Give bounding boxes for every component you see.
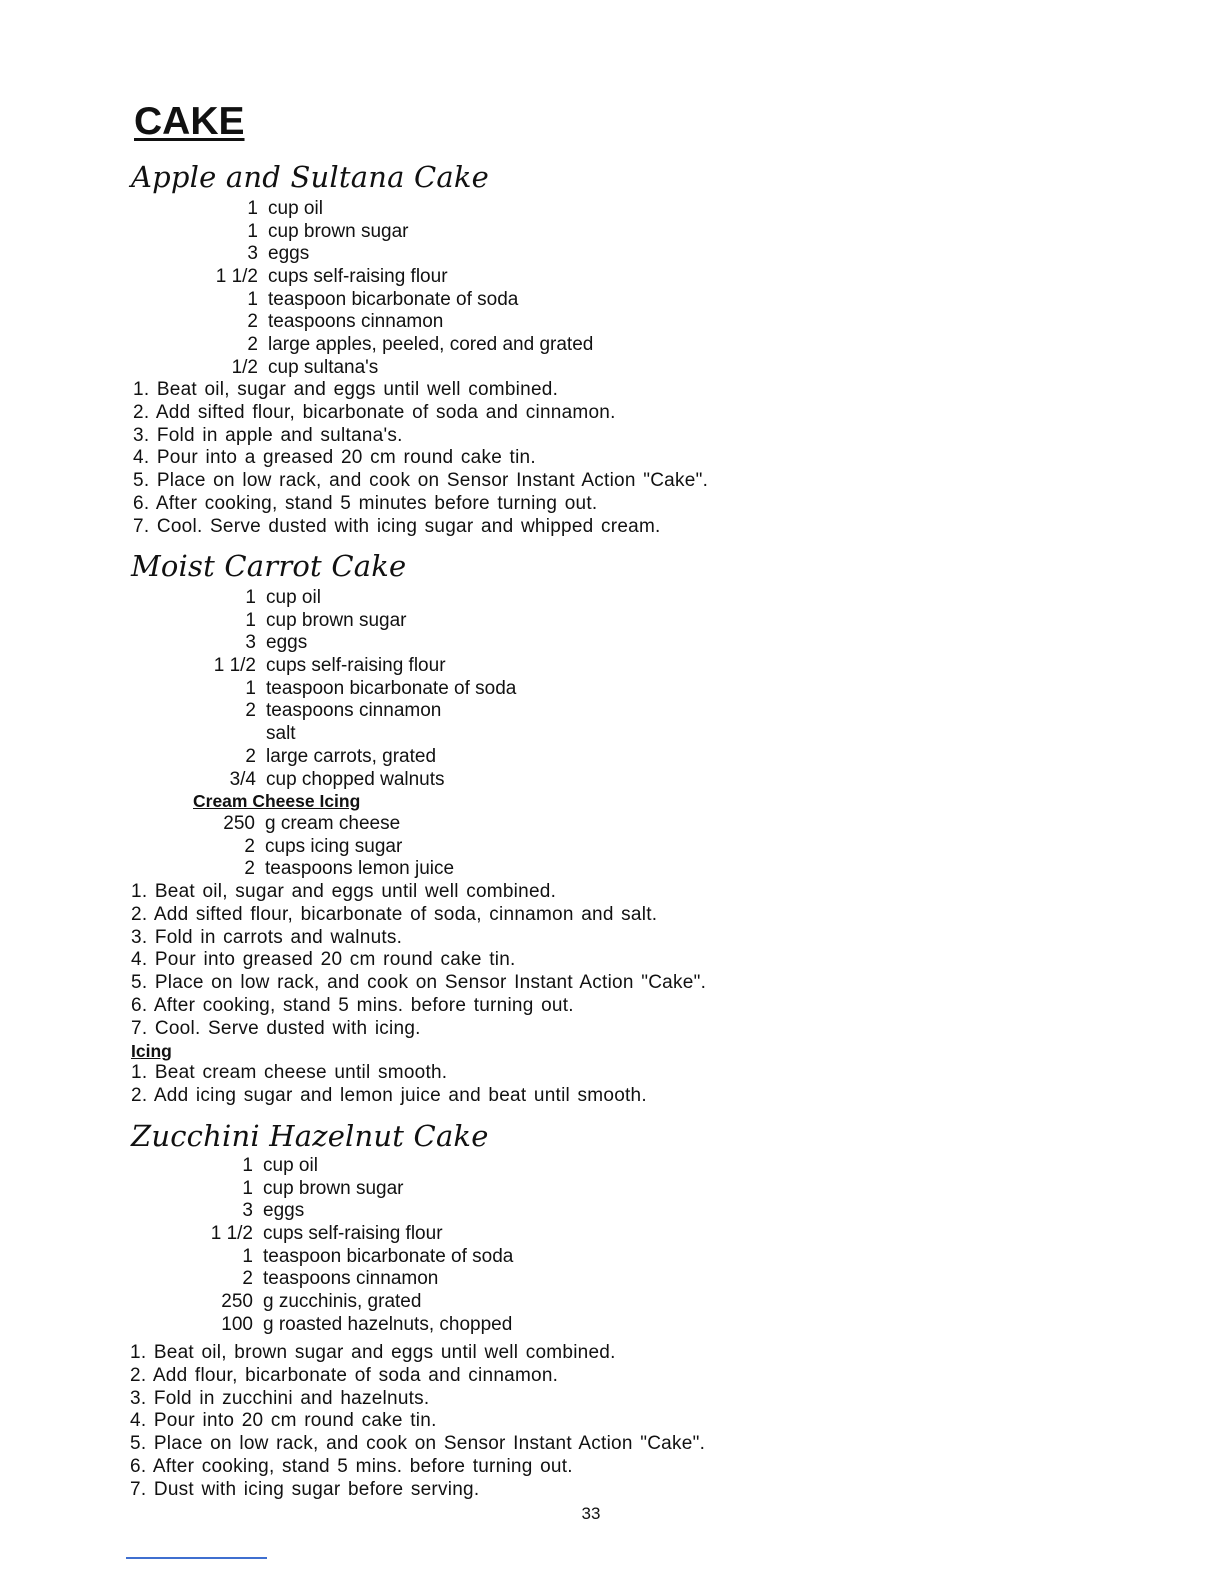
ingredient-item: cups self-raising flour (268, 266, 448, 288)
ingredient-quantity: 3 (245, 632, 256, 654)
method-steps (133, 379, 708, 539)
ingredient-row (0, 1223, 700, 1246)
ingredient-row (0, 1246, 700, 1269)
method-step: 5. Place on low rack, and cook on Sensor Instant Action "Cake". (131, 972, 707, 994)
ingredient-row (0, 1268, 700, 1291)
ingredient-item: teaspoons cinnamon (268, 311, 444, 333)
method-step: 6. After cooking, stand 5 minutes before turning out. (133, 492, 598, 514)
ingredient-row (0, 723, 700, 746)
ingredient-row (0, 1178, 700, 1201)
method-step: 4. Pour into 20 cm round cake tin. (130, 1410, 437, 1432)
method-step: 3. Fold in carrots and walnuts. (131, 926, 403, 948)
ingredient-quantity: 100 (221, 1313, 253, 1335)
ingredient-quantity: 1 (245, 609, 256, 631)
ingredient-item: large apples, peeled, cored and grated (268, 334, 594, 356)
method-step: 4. Pour into greased 20 cm round cake tin. (131, 949, 516, 971)
ingredient-row (0, 334, 700, 357)
recipe-title: Zucchini Hazelnut Cake (131, 1119, 489, 1153)
ingredient-quantity: 3 (242, 1200, 253, 1222)
method-step: 7. Cool. Serve dusted with icing. (131, 1017, 421, 1039)
ingredient-item: eggs (268, 243, 310, 265)
method-step: 4. Pour into a greased 20 cm round cake tin. (133, 447, 536, 469)
ingredient-quantity: 1 1/2 (213, 655, 256, 677)
ingredient-quantity: 1 1/2 (210, 1223, 253, 1245)
ingredient-quantity: 1 (247, 288, 258, 310)
method-step: 2. Add icing sugar and lemon juice and beat until smooth. (131, 1084, 647, 1106)
method-step: 6. After cooking, stand 5 mins. before turning out. (131, 994, 574, 1016)
ingredient-row (0, 769, 700, 792)
ingredient-item: eggs (263, 1200, 305, 1222)
ingredient-quantity: 1 (247, 198, 258, 219)
ingredient-item: cup oil (263, 1155, 318, 1176)
ingredient-item: cup oil (268, 198, 323, 219)
ingredient-row (0, 632, 700, 655)
ingredient-item: g roasted hazelnuts, chopped (263, 1313, 513, 1335)
icing-method-heading: Icing (131, 1041, 172, 1061)
ingredient-quantity: 1 1/2 (215, 266, 258, 288)
ingredient-list (0, 587, 700, 791)
ingredient-item: cup chopped walnuts (266, 768, 445, 790)
page-number: 33 (581, 1504, 601, 1523)
ingredient-item: cups self-raising flour (266, 655, 446, 677)
method-steps (130, 1342, 705, 1502)
ingredient-row (0, 746, 700, 769)
ingredient-row (0, 678, 700, 701)
ingredient-item: cup brown sugar (268, 220, 409, 242)
method-steps (131, 881, 706, 1041)
ingredient-item: cup brown sugar (266, 609, 407, 631)
ingredient-row (0, 289, 700, 312)
ingredient-row (0, 1314, 700, 1337)
ingredient-item: cups icing sugar (265, 835, 403, 857)
ingredient-item: teaspoon bicarbonate of soda (266, 677, 517, 699)
ingredient-item: cups self-raising flour (263, 1223, 443, 1245)
icing-ingredients-heading: Cream Cheese Icing (193, 791, 361, 811)
ingredient-item: teaspoons cinnamon (263, 1268, 439, 1290)
ingredient-row (0, 221, 700, 244)
method-step: 3. Fold in zucchini and hazelnuts. (130, 1387, 430, 1409)
ingredient-quantity: 3/4 (229, 768, 256, 790)
method-step: 5. Place on low rack, and cook on Sensor Instant Action "Cake". (133, 470, 709, 492)
icing-method-steps (131, 1062, 647, 1108)
ingredient-quantity: 2 (247, 334, 258, 356)
method-step: 1. Beat oil, sugar and eggs until well combined. (133, 379, 559, 400)
ingredient-row (0, 587, 700, 610)
ingredient-quantity: 1 (245, 587, 256, 608)
icing-ingredient-list (0, 813, 700, 881)
ingredient-row (0, 610, 700, 633)
ingredient-quantity: 2 (244, 835, 255, 857)
ingredient-item: eggs (266, 632, 308, 654)
method-step: 3. Fold in apple and sultana's. (133, 424, 403, 446)
ingredient-row (0, 700, 700, 723)
ingredient-quantity: 1 (242, 1177, 253, 1199)
ingredient-list (0, 198, 700, 380)
method-step: 1. Beat cream cheese until smooth. (131, 1062, 448, 1083)
section-title: CAKE (134, 100, 245, 143)
ingredient-item: teaspoon bicarbonate of soda (263, 1245, 514, 1267)
ingredient-item: teaspoons cinnamon (266, 700, 442, 722)
ingredient-quantity: 3 (247, 243, 258, 265)
ingredient-item: g zucchinis, grated (263, 1291, 422, 1313)
ingredient-row (0, 858, 700, 881)
ingredient-row (0, 813, 700, 836)
recipe-title: Moist Carrot Cake (131, 549, 407, 583)
ingredient-quantity: 1 (245, 677, 256, 699)
ingredient-item: cup sultana's (268, 356, 379, 378)
ingredient-quantity: 1 (242, 1245, 253, 1267)
ingredient-quantity: 2 (247, 311, 258, 333)
ingredient-list (0, 1155, 700, 1337)
ingredient-quantity: 250 (223, 813, 255, 834)
ingredient-row (0, 1200, 700, 1223)
ingredient-row (0, 357, 700, 380)
ingredient-quantity: 2 (245, 700, 256, 722)
ingredient-quantity: 2 (245, 745, 256, 767)
ingredient-quantity: 2 (242, 1268, 253, 1290)
ingredient-item: cup brown sugar (263, 1177, 404, 1199)
method-step: 1. Beat oil, sugar and eggs until well combined. (131, 881, 557, 902)
ingredient-item: large carrots, grated (266, 745, 437, 767)
ingredient-item: cup oil (266, 587, 321, 608)
ingredient-quantity: 2 (244, 858, 255, 880)
method-step: 2. Add flour, bicarbonate of soda and cinnamon. (130, 1364, 559, 1386)
ingredient-item: salt (266, 723, 296, 745)
ingredient-item: teaspoons lemon juice (265, 858, 455, 880)
ingredient-item: g cream cheese (265, 813, 401, 834)
ingredient-row (0, 243, 700, 266)
ingredient-row (0, 655, 700, 678)
method-step: 7. Dust with icing sugar before serving. (130, 1478, 480, 1500)
ingredient-row (0, 311, 700, 334)
ingredient-row (0, 1155, 700, 1178)
ingredient-quantity: 1/2 (231, 356, 258, 378)
recipe-title: Apple and Sultana Cake (131, 160, 490, 194)
method-step: 7. Cool. Serve dusted with icing sugar and whipped cream. (133, 515, 661, 537)
ingredient-quantity: 250 (221, 1291, 253, 1313)
ingredient-item: teaspoon bicarbonate of soda (268, 288, 519, 310)
ingredient-row (0, 266, 700, 289)
ingredient-row (0, 836, 700, 859)
ingredient-quantity: 1 (247, 220, 258, 242)
method-step: 6. After cooking, stand 5 mins. before turning out. (130, 1455, 573, 1477)
ingredient-quantity: 1 (242, 1155, 253, 1176)
ingredient-row (0, 198, 700, 221)
footer-divider (126, 1557, 267, 1559)
method-step: 1. Beat oil, brown sugar and eggs until well combined. (130, 1342, 616, 1363)
method-step: 5. Place on low rack, and cook on Sensor Instant Action "Cake". (130, 1433, 706, 1455)
method-step: 2. Add sifted flour, bicarbonate of soda and cinnamon. (133, 401, 616, 423)
method-step: 2. Add sifted flour, bicarbonate of soda, cinnamon and salt. (131, 903, 658, 925)
ingredient-row (0, 1291, 700, 1314)
